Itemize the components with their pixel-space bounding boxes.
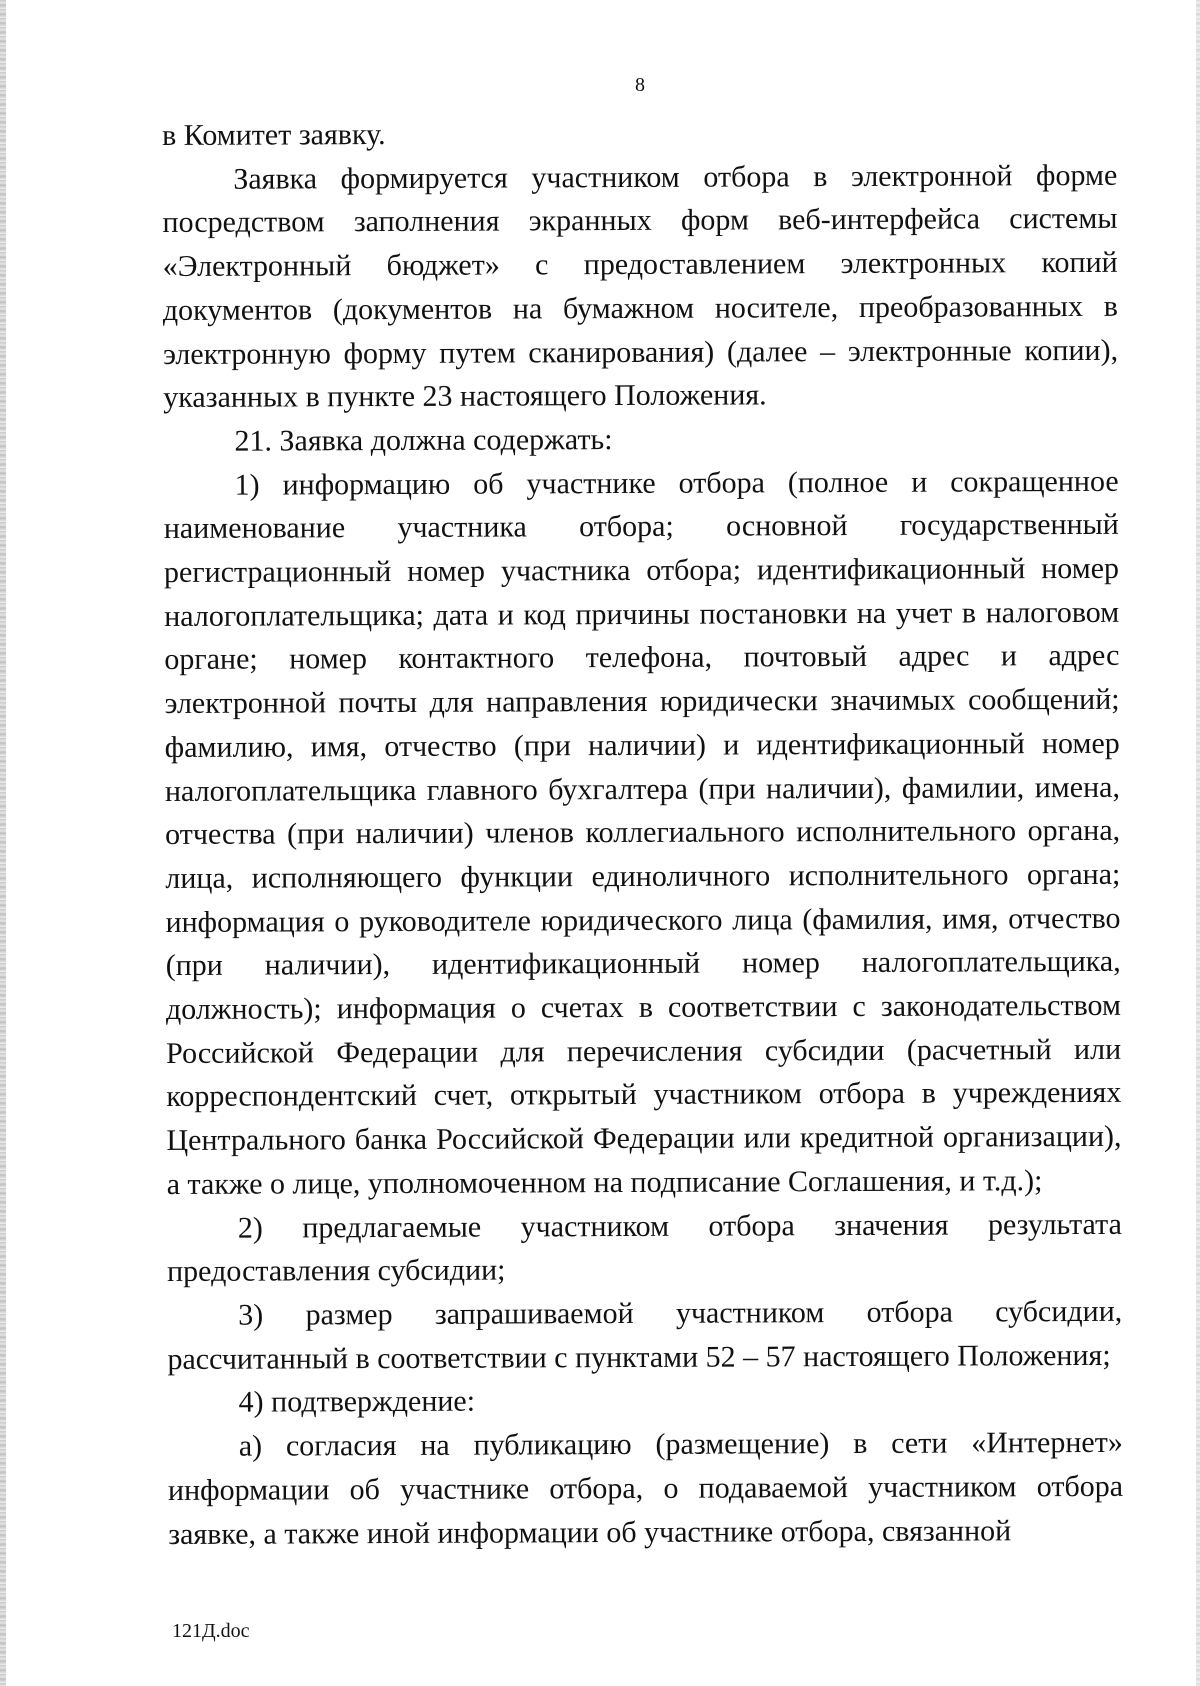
scan-right-edge (1196, 0, 1200, 1686)
paragraph-subitem-4: 4) подтверждение: (238, 1385, 476, 1420)
document-body (162, 110, 1123, 1556)
paragraph-subitem-3: 3) размер запрашиваемой участником отбора субсидии, рассчитанный в соответствии с пунктами 52 – 57 настоящего Положения; (167, 1294, 1123, 1376)
paragraph-subitem-2: 2) предлагаемые участником отбора значения результата предоставления субсидии; (166, 1207, 1122, 1289)
page-number: 8 (635, 74, 645, 96)
footer-filename: 121Д.doc (172, 1620, 250, 1642)
paragraph-subitem-1: 1) информацию об участнике отбора (полное и сокращенное наименование участника отбора; основной государственный регистрационный номер участника отбора; идентификационный номер налогоплательщика; дата и код причины постановки на учет в налоговом органе; номер контактного телефона, почтовый адрес и адрес электронной почты для направления юридически значимых сообщений; фамилию, имя, отчество (при наличии) и идентификационный номер налогоплательщика главного бухгалтера (при наличии), фамилии, имена, отчества (при наличии) членов коллегиального исполнительного органа, лица, исполняющего функции единоличного исполнительного органа; информация о руководителе юридического лица (фамилия, имя, отчество (при наличии), идентификационный номер налогоплательщика, должность); информация о счетах в соответствии с законодательством Российской Федерации для перечисления субсидии (расчетный или корреспондентский счет, открытый участником отбора в учреждениях Центрального банка Российской Федерации или кредитной организации), а также о лице, уполномоченном на подписание Соглашения, и т.д.); (163, 464, 1122, 1201)
paragraph-application-form: Заявка формируется участником отбора в электронной форме посредством заполнения экранных форм веб-интерфейса системы «Электронный бюджет» с предоставлением электронных копий документов (документов на бумажном носителе, преобразованных в электронную форму путем сканирования) (далее – электронные копии), указанных в пункте 23 настоящего Положения. (162, 158, 1119, 415)
scan-left-edge (0, 0, 6, 1686)
paragraph-item-21: 21. Заявка должна содержать: (234, 422, 613, 458)
paragraph-subitem-4a: а) согласия на публикацию (размещение) в сети «Интернет» информации об участнике отбора, о подаваемой участником отбора заявке, а также иной информации об участнике отбора, связанной (167, 1425, 1124, 1551)
paragraph-continuation: в Комитет заявку. (162, 118, 386, 152)
